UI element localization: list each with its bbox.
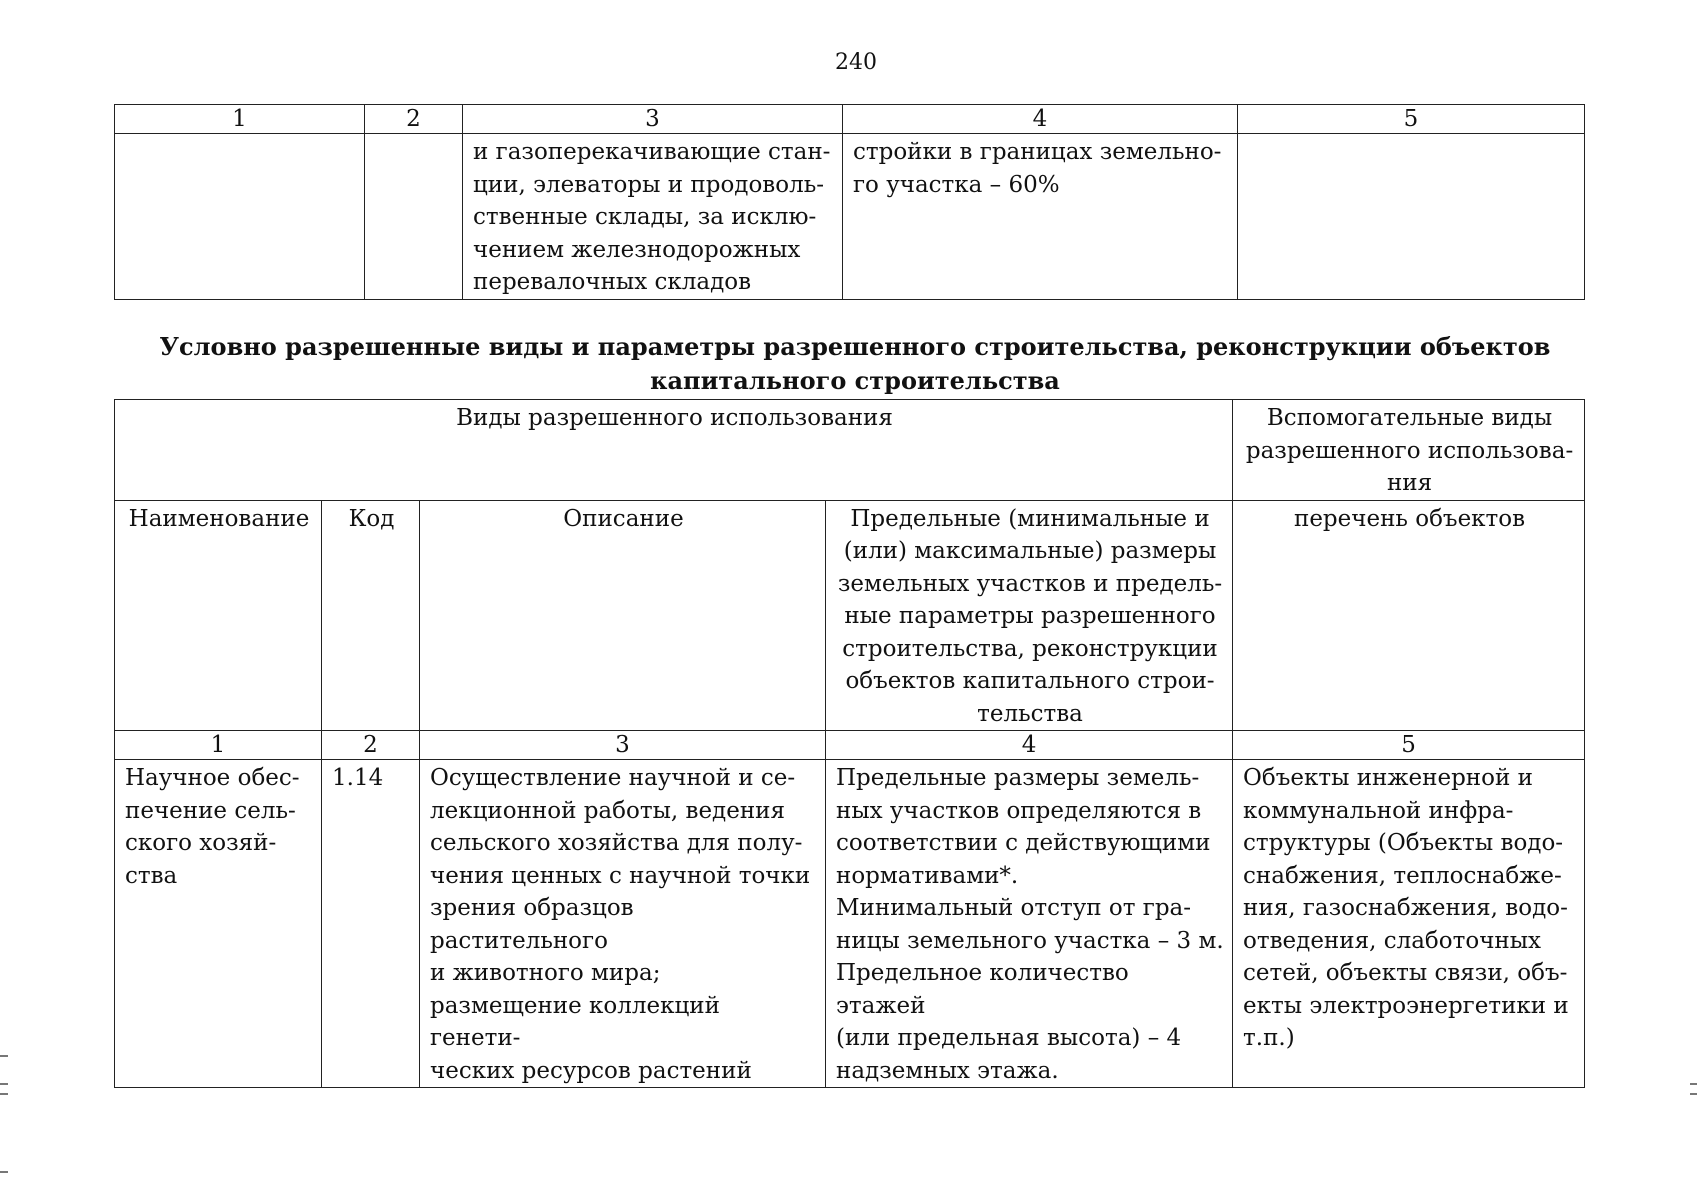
- limits-header: Предельные (минимальные и (или) максимальные) размеры земельных участков и предель- ные параметры разрешенного строительства, реконструкции объектов капитального строи- тельства: [826, 500, 1233, 731]
- column-number: 2: [322, 731, 420, 760]
- auxiliary-objects-cell: Объекты инженерной и коммунальной инфра- структуры (Объекты водо- снабжения, теплоснабже- ния, газоснабжения, водо- отведения, слаботочных сетей, объекты связи, объ- екты электроэнергетики и т.п.): [1233, 760, 1585, 1088]
- objects-header: перечень объектов: [1233, 500, 1585, 731]
- section-title: Условно разрешенные виды и параметры разрешенного строительства, реконструкции объектов капитального строительства: [159, 332, 1551, 395]
- cell-col4: стройки в границах земельно- го участка – 60%: [843, 134, 1238, 300]
- auxiliary-uses-header: Вспомогательные виды разрешенного использова- ния: [1233, 400, 1585, 501]
- column-number: 3: [463, 105, 843, 134]
- page-number: 240: [835, 50, 877, 75]
- column-number: 1: [115, 731, 322, 760]
- column-number: 2: [365, 105, 463, 134]
- scan-edge-mark: [0, 1083, 8, 1085]
- cell-col3: и газоперекачивающие стан- ции, элеваторы и продоволь- ственные склады, за исклю- чением железнодорожных перевалочных складов: [463, 134, 843, 300]
- use-limits-cell: Предельные размеры земель- ных участков определяются в соответствии с действующими нормативами*. Минимальный отступ от гра- ницы земельного участка – 3 м. Предельное количество этажей (или предельная высота) – 4 надземных этажа.: [826, 760, 1233, 1088]
- description-header: Описание: [420, 500, 826, 731]
- cell-col2: [365, 134, 463, 300]
- column-number: 4: [826, 731, 1233, 760]
- permitted-uses-header: Виды разрешенного использования: [115, 400, 1233, 501]
- use-description-cell: Осуществление научной и се- лекционной работы, ведения сельского хозяйства для полу- чения ценных с научной точки зрения образцов растительного и животного мира; размещение коллекций генети- ческих ресурсов растений: [420, 760, 826, 1088]
- table-row: [115, 134, 1585, 300]
- scan-edge-mark: [1690, 1083, 1697, 1085]
- column-number-row: [115, 105, 1585, 134]
- column-number: 5: [1233, 731, 1585, 760]
- cell-col1: [115, 134, 365, 300]
- use-code-cell: 1.14: [322, 760, 420, 1088]
- use-name-cell: Научное обес- печение сель- ского хозяй- ства: [115, 760, 322, 1088]
- column-number: 3: [420, 731, 826, 760]
- name-header: Наименование: [115, 500, 322, 731]
- scan-edge-mark: [0, 1171, 8, 1173]
- conditional-uses-table: [114, 399, 1585, 1088]
- scan-edge-mark: [0, 1093, 8, 1095]
- code-header: Код: [322, 500, 420, 731]
- continuation-table: [114, 104, 1585, 300]
- group-header-row: [115, 400, 1585, 501]
- column-header-row: [115, 500, 1585, 731]
- scan-edge-mark: [1690, 1093, 1697, 1095]
- column-number: 4: [843, 105, 1238, 134]
- column-number-row: [115, 731, 1585, 760]
- scan-edge-mark: [0, 1055, 8, 1057]
- cell-col5: [1238, 134, 1585, 300]
- column-number: 1: [115, 105, 365, 134]
- column-number: 5: [1238, 105, 1585, 134]
- table-row: [115, 760, 1585, 1088]
